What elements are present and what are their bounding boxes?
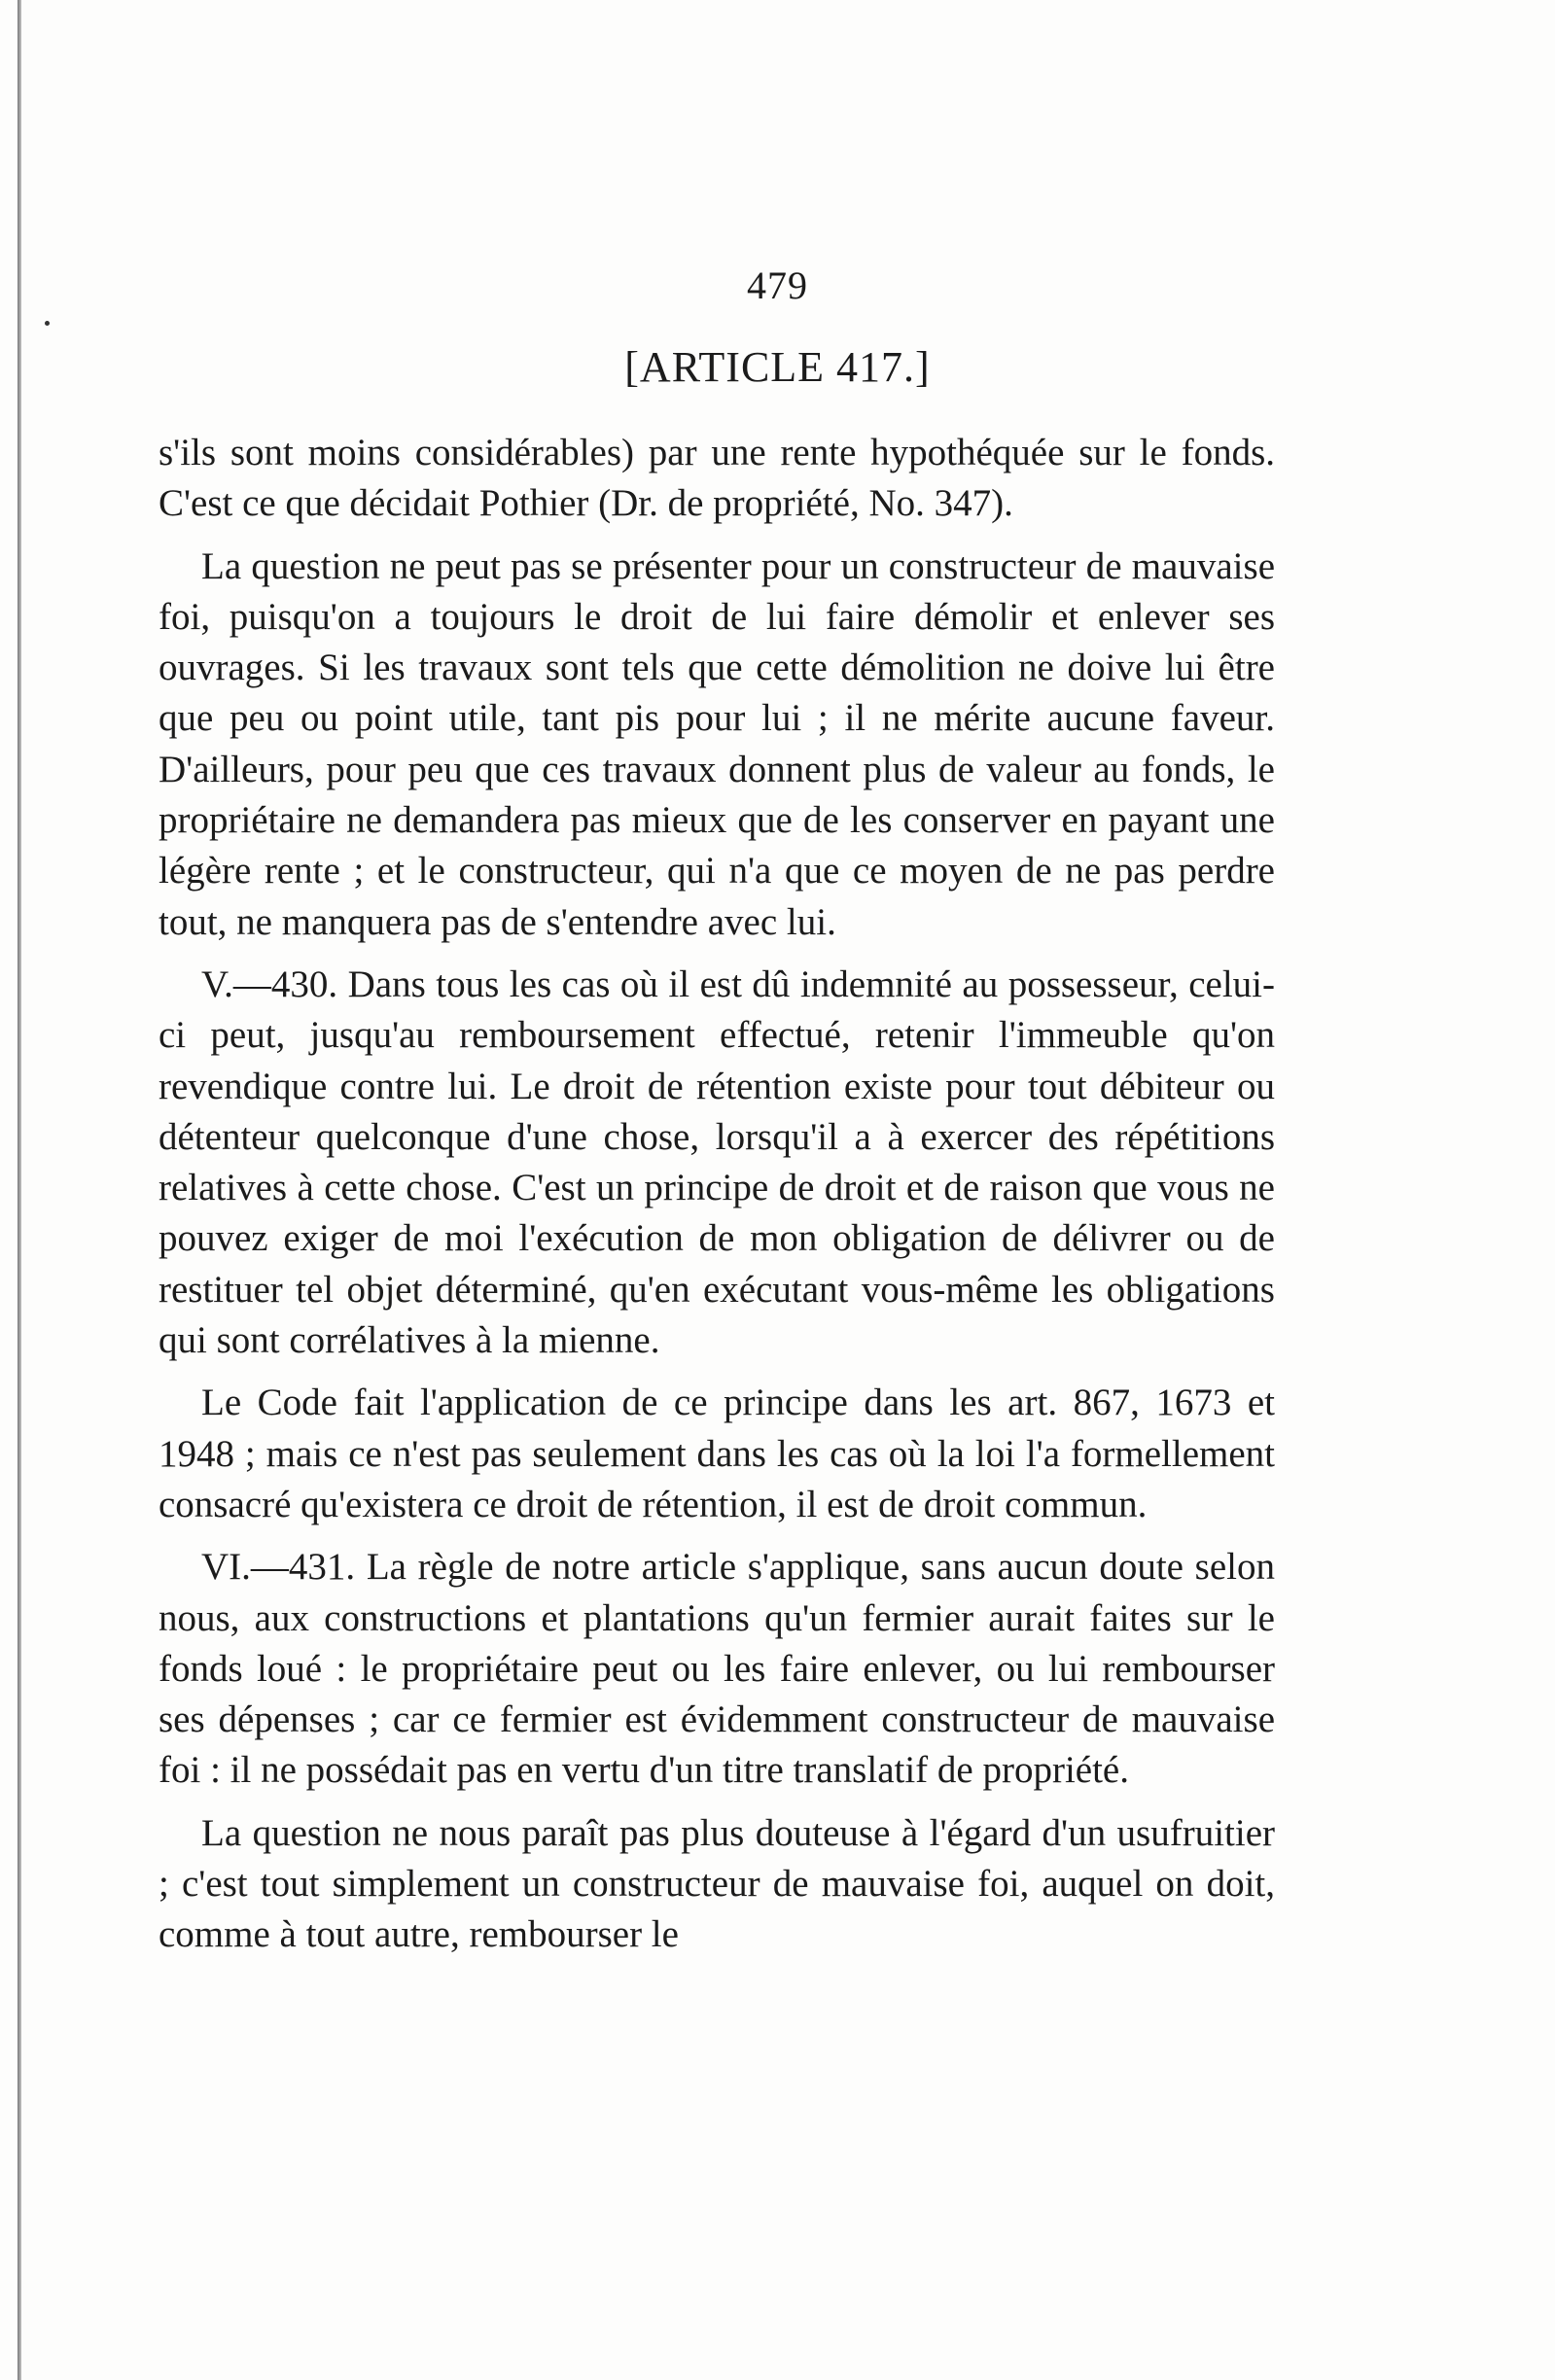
body-text xyxy=(159,428,1275,1973)
paragraph-section-vi-431: VI.—431. La règle de notre article s'applique, sans aucun doute selon nous, aux constructions et plantations qu'un fermier aurait faites sur le fonds loué : le propriétaire peut ou les faire enlever, ou lui rembourser ses dépenses ; car ce fermier est évidemment constructeur de mauvaise foi : il ne possédait pas en vertu d'un titre translatif de propriété. xyxy=(159,1546,1275,1792)
paragraph: La question ne nous paraît pas plus douteuse à l'égard d'un usufruitier ; c'est tout simplement un constructeur de mauvaise foi, auquel on doit, comme à tout autre, rembourser le xyxy=(159,1811,1275,1956)
article-heading: [ARTICLE 417.] xyxy=(624,343,931,391)
ink-speck xyxy=(45,321,50,326)
paragraph: La question ne peut pas se présenter pour un constructeur de mauvaise foi, puisqu'on a toujours le droit de lui faire démolir et enlever ses ouvrages. Si les travaux sont tels que cette démolition ne doive lui être que peu ou point utile, tant pis pour lui ; il ne mérite aucune faveur. D'ailleurs, pour peu que ces travaux donnent plus de valeur au fonds, le propriétaire ne demandera pas mieux que de les conserver en payant une légère rente ; et le constructeur, qui n'a que ce moyen de ne pas perdre tout, ne manquera pas de s'entendre avec lui. xyxy=(159,544,1275,943)
paragraph-continuation: s'ils sont moins considérables) par une rente hypothéquée sur le fonds. C'est ce que décidait Pothier (Dr. de propriété, No. 347). xyxy=(159,432,1275,525)
paragraph: Le Code fait l'application de ce principe dans les art. 867, 1673 et 1948 ; mais ce n'est pas seulement dans les cas où la loi l'a formellement consacré qu'existera ce droit de rétention, il est de droit commun. xyxy=(159,1382,1275,1525)
paragraph-section-v-430: V.—430. Dans tous les cas où il est dû indemnité au possesseur, celui-ci peut, jusqu'au remboursement effectué, retenir l'immeuble qu'on revendique contre lui. Le droit de rétention existe pour tout débiteur ou détenteur quelconque d'une chose, lorsqu'il a à exercer des répétitions relatives à cette chose. C'est un principe de droit et de raison que vous ne pouvez exiger de moi l'exécution de mon obligation de délivrer ou de restituer tel objet déterminé, qu'en exécutant vous-même les obligations qui sont corrélatives à la mienne. xyxy=(159,962,1275,1362)
page-number: 479 xyxy=(747,263,808,307)
